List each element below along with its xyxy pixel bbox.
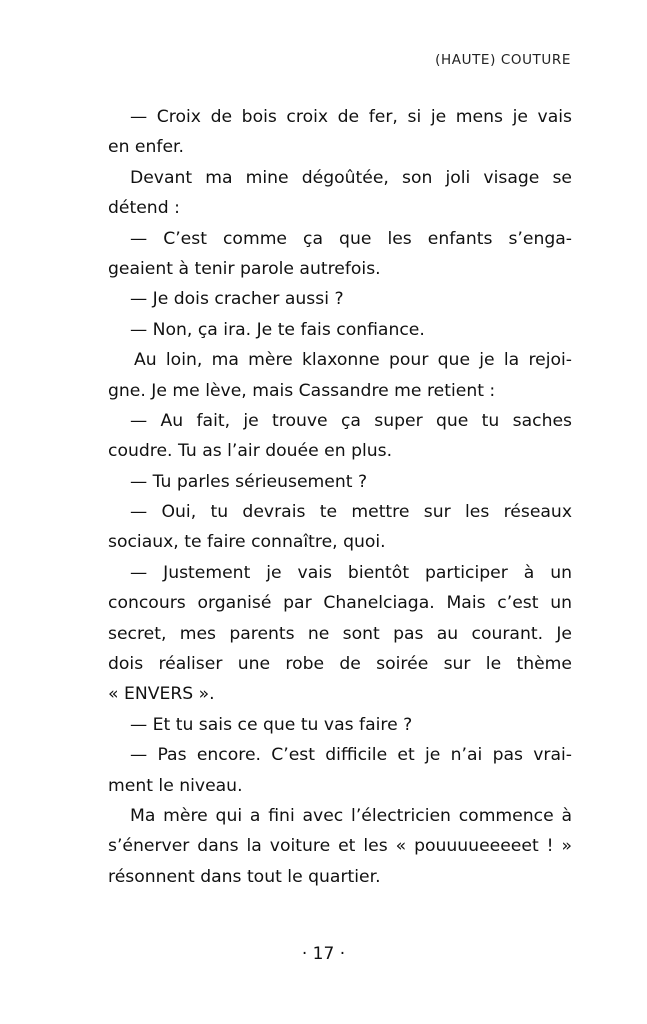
text-line: — Et tu sais ce que tu vas faire ?	[130, 714, 413, 735]
text-line: secret, mes parents ne sont pas au courant. Je	[108, 623, 572, 644]
text-line: — Pas encore. C’est difficile et je n’ai pas vrai-	[130, 745, 572, 766]
text-line: résonnent dans tout le quartier.	[108, 866, 381, 887]
text-line: détend :	[108, 198, 180, 219]
text-line: — Tu parles sérieusement ?	[130, 471, 368, 492]
text-line: dois réaliser une robe de soirée sur le thème	[108, 654, 572, 675]
text-line: — Non, ça ira. Je te fais confiance.	[130, 319, 425, 340]
text-line: ment le niveau.	[108, 775, 243, 796]
text-line: Devant ma mine dégoûtée, son joli visage se	[130, 167, 572, 188]
text-line: Au loin, ma mère klaxonne pour que je la rejoi-	[134, 350, 572, 371]
text-line: — Croix de bois croix de fer, si je mens je vais	[130, 107, 572, 127]
text-line: — Justement je vais bientôt participer à un	[130, 562, 572, 583]
text-line: s’énerver dans la voiture et les « pouuuueeeeet ! »	[108, 836, 572, 857]
text-line: coudre. Tu as l’air douée en plus.	[108, 441, 393, 462]
page-number: · 17 ·	[301, 944, 346, 964]
text-line: — Je dois cracher aussi ?	[130, 289, 344, 310]
text-line: concours organisé par Chanelciaga. Mais c’est un	[108, 593, 572, 614]
text-line: — Au fait, je trouve ça super que tu saches	[130, 410, 572, 431]
text-line: Ma mère qui a fini avec l’électricien commence à	[130, 805, 572, 826]
text-line: geaient à tenir parole autrefois.	[108, 258, 381, 279]
text-line: — Oui, tu devrais te mettre sur les réseaux	[130, 502, 572, 523]
text-line: — C’est comme ça que les enfants s’enga-	[130, 228, 572, 249]
running-head: (HAUTE) COUTURE	[435, 52, 571, 68]
text-line: en enfer.	[108, 137, 184, 158]
text-line: gne. Je me lève, mais Cassandre me retient :	[108, 380, 496, 401]
body-text	[108, 102, 572, 892]
text-line: sociaux, te faire connaître, quoi.	[108, 532, 386, 553]
text-line: « ENVERS ».	[108, 684, 215, 705]
